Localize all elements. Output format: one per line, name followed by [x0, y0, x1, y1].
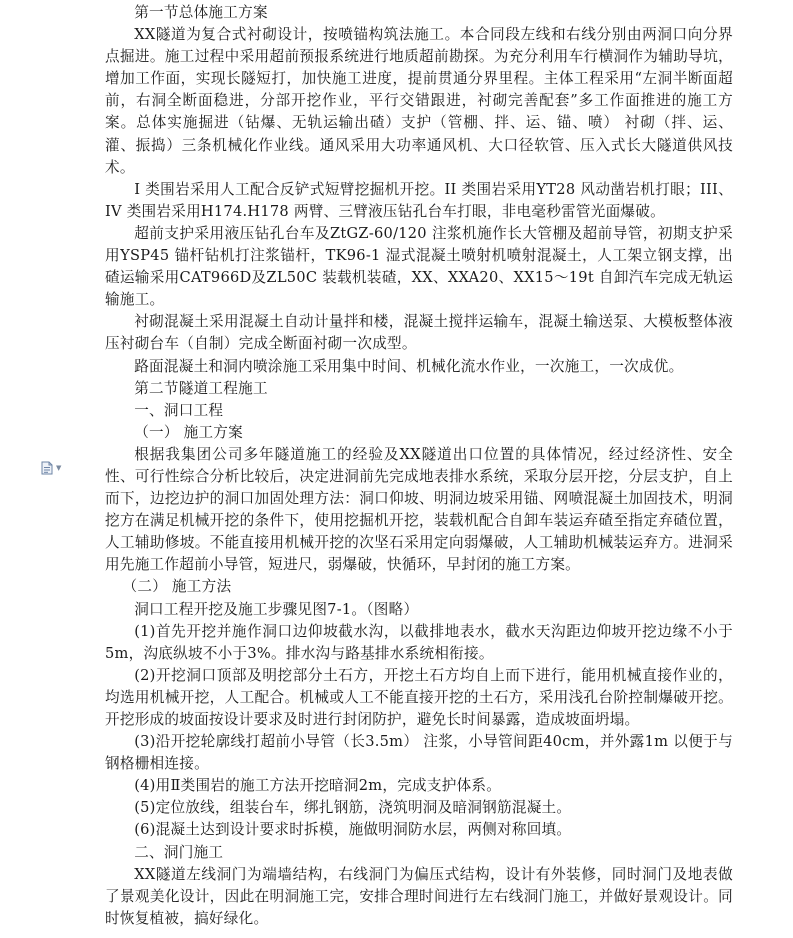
section-heading-2: 第二节隧道工程施工: [134, 379, 268, 397]
paragraph-pavement: 路面混凝土和洞内喷涂施工采用集中时间、机械化流水作业，一次施工，一次成优。: [134, 357, 684, 375]
section-heading-1: 第一节总体施工方案: [134, 4, 268, 21]
paragraph-portal-plan: [105, 444, 733, 577]
paragraph-portal-plan-text: 根据我集团公司多年隧道施工的经验及XX隧道出口位置的具体情况，经过经济性、安全性、可行性综合分析比较后，决定进洞前先完成地表排水系统，采取分层开挖，分层支护，自上而下，边挖边护的洞口加固处理方法：洞口仰坡、明洞边坡采用锚、网喷混凝土加固技术，明洞挖方在满足机械开挖的条件下，使用挖掘机开挖，装载机配合自卸车装运弃碴至指定弃碴位置，人工辅助修坡。不能直接用机械开挖的次坚石采用定向弱爆破，人工辅助机械装运弃方。进洞采用先施工作超前小导管，短进尺，弱爆破，快循环，早封闭的施工方案。: [105, 445, 733, 574]
paragraph-step-5: (5)定位放线，组装台车，绑扎钢筋，浇筑明洞及暗洞钢筋混凝土。: [134, 799, 572, 817]
paragraph-rock-classes: I 类围岩采用人工配合反铲式短臂挖掘机开挖。II 类围岩采用YT28 风动凿岩机打眼；III、IV 类围岩采用H174.H178 两臂、三臂液压钻孔台车打眼，非电毫秒雷管光面爆破。: [105, 180, 733, 220]
paragraph-options-icon[interactable]: [40, 461, 66, 475]
paragraph-step-2: (2)开挖洞口顶部及明挖部分土石方，开挖土石方均自上而下进行，能用机械直接作业的，均选用机械开挖，人工配合。机械或人工不能直接开挖的土石方，采用浅孔台阶控制爆破开挖。开挖形成的坡面按设计要求及时进行封闭防护，避免长时间暴露，造成坡面坍塌。: [105, 666, 733, 728]
document-body[interactable]: [105, 2, 733, 930]
paragraph-portal-door: XX隧道左线洞门为端墙结构，右线洞门为偏压式结构，设计有外装修，同时洞门及地表做了景观美化设计，因此在明洞施工完，安排合理时间进行左右线洞门施工，并做好景观设计。同时恢复植被，搞好绿化。: [105, 865, 733, 927]
paragraph-step-3: (3)沿开挖轮廓线打超前小导管（长3.5m） 注浆，小导管间距40cm，并外露1m 以便于与钢格栅相连接。: [105, 733, 733, 773]
paragraph-step-4: (4)用Ⅱ类围岩的施工方法开挖暗洞2m，完成支护体系。: [134, 777, 502, 795]
paragraph-lining: 衬砌混凝土采用混凝土自动计量拌和楼，混凝土搅拌运输车，混凝土输送泵、大模板整体液压衬砌台车（自制）完成全断面衬砌一次成型。: [105, 313, 733, 353]
paragraph-figure-reference: 洞口工程开挖及施工步骤见图7-1。（图略）: [134, 600, 419, 618]
paragraph-step-1: (1)首先开挖并施作洞口边仰坡截水沟，以截排地表水，截水天沟距边仰坡开挖边缘不小于5m，沟底纵坡不小于3%。排水沟与路基排水系统相衔接。: [105, 622, 733, 662]
paragraph-step-6: (6)混凝土达到设计要求时拆模，施做明洞防水层，两侧对称回填。: [134, 821, 572, 839]
subheading-construction-plan: （一） 施工方案: [134, 423, 243, 441]
subheading-construction-method: （二） 施工方法: [122, 578, 232, 596]
document-note-icon: [40, 461, 54, 475]
subheading-portal-door: 二、洞门施工: [134, 843, 224, 861]
subheading-portal-works: 一、洞口工程: [134, 401, 224, 419]
paragraph-advance-support: 超前支护采用液压钻孔台车及ZtGZ-60/120 注浆机施作长大管棚及超前导管，初期支护采用YSP45 锚杆钻机打注浆锚杆，TK96-1 湿式混凝土喷射机喷射混凝土，人工架立钢支撑，出碴运输采用CAT966D及ZL50C 装载机装碴，XX、XXA20、XX15～19t 自卸汽车完成无轨运输施工。: [105, 224, 733, 309]
paragraph-overall-plan: XX隧道为复合式衬砌设计，按喷锚构筑法施工。本合同段左线和右线分别由两洞口向分界点掘进。施工过程中采用超前预报系统进行地质超前勘探。为充分利用车行横洞作为辅助导坑，增加工作面，实现长隧短打，加快施工进度，提前贯通分界里程。主体工程采用“左洞半断面超前，右洞全断面稳进，分部开挖作业，平行交错跟进，衬砌完善配套”多工作面推进的施工方案。总体实施掘进（钻爆、无轨运输出碴）支护（管棚、拌、运、锚、喷） 衬砌（拌、运、灌、振捣）三条机械化作业线。通风采用大功率通风机、大口径软管、压入式长大隧道供风技术。: [105, 26, 733, 176]
chevron-down-icon[interactable]: ▼: [56, 463, 62, 472]
